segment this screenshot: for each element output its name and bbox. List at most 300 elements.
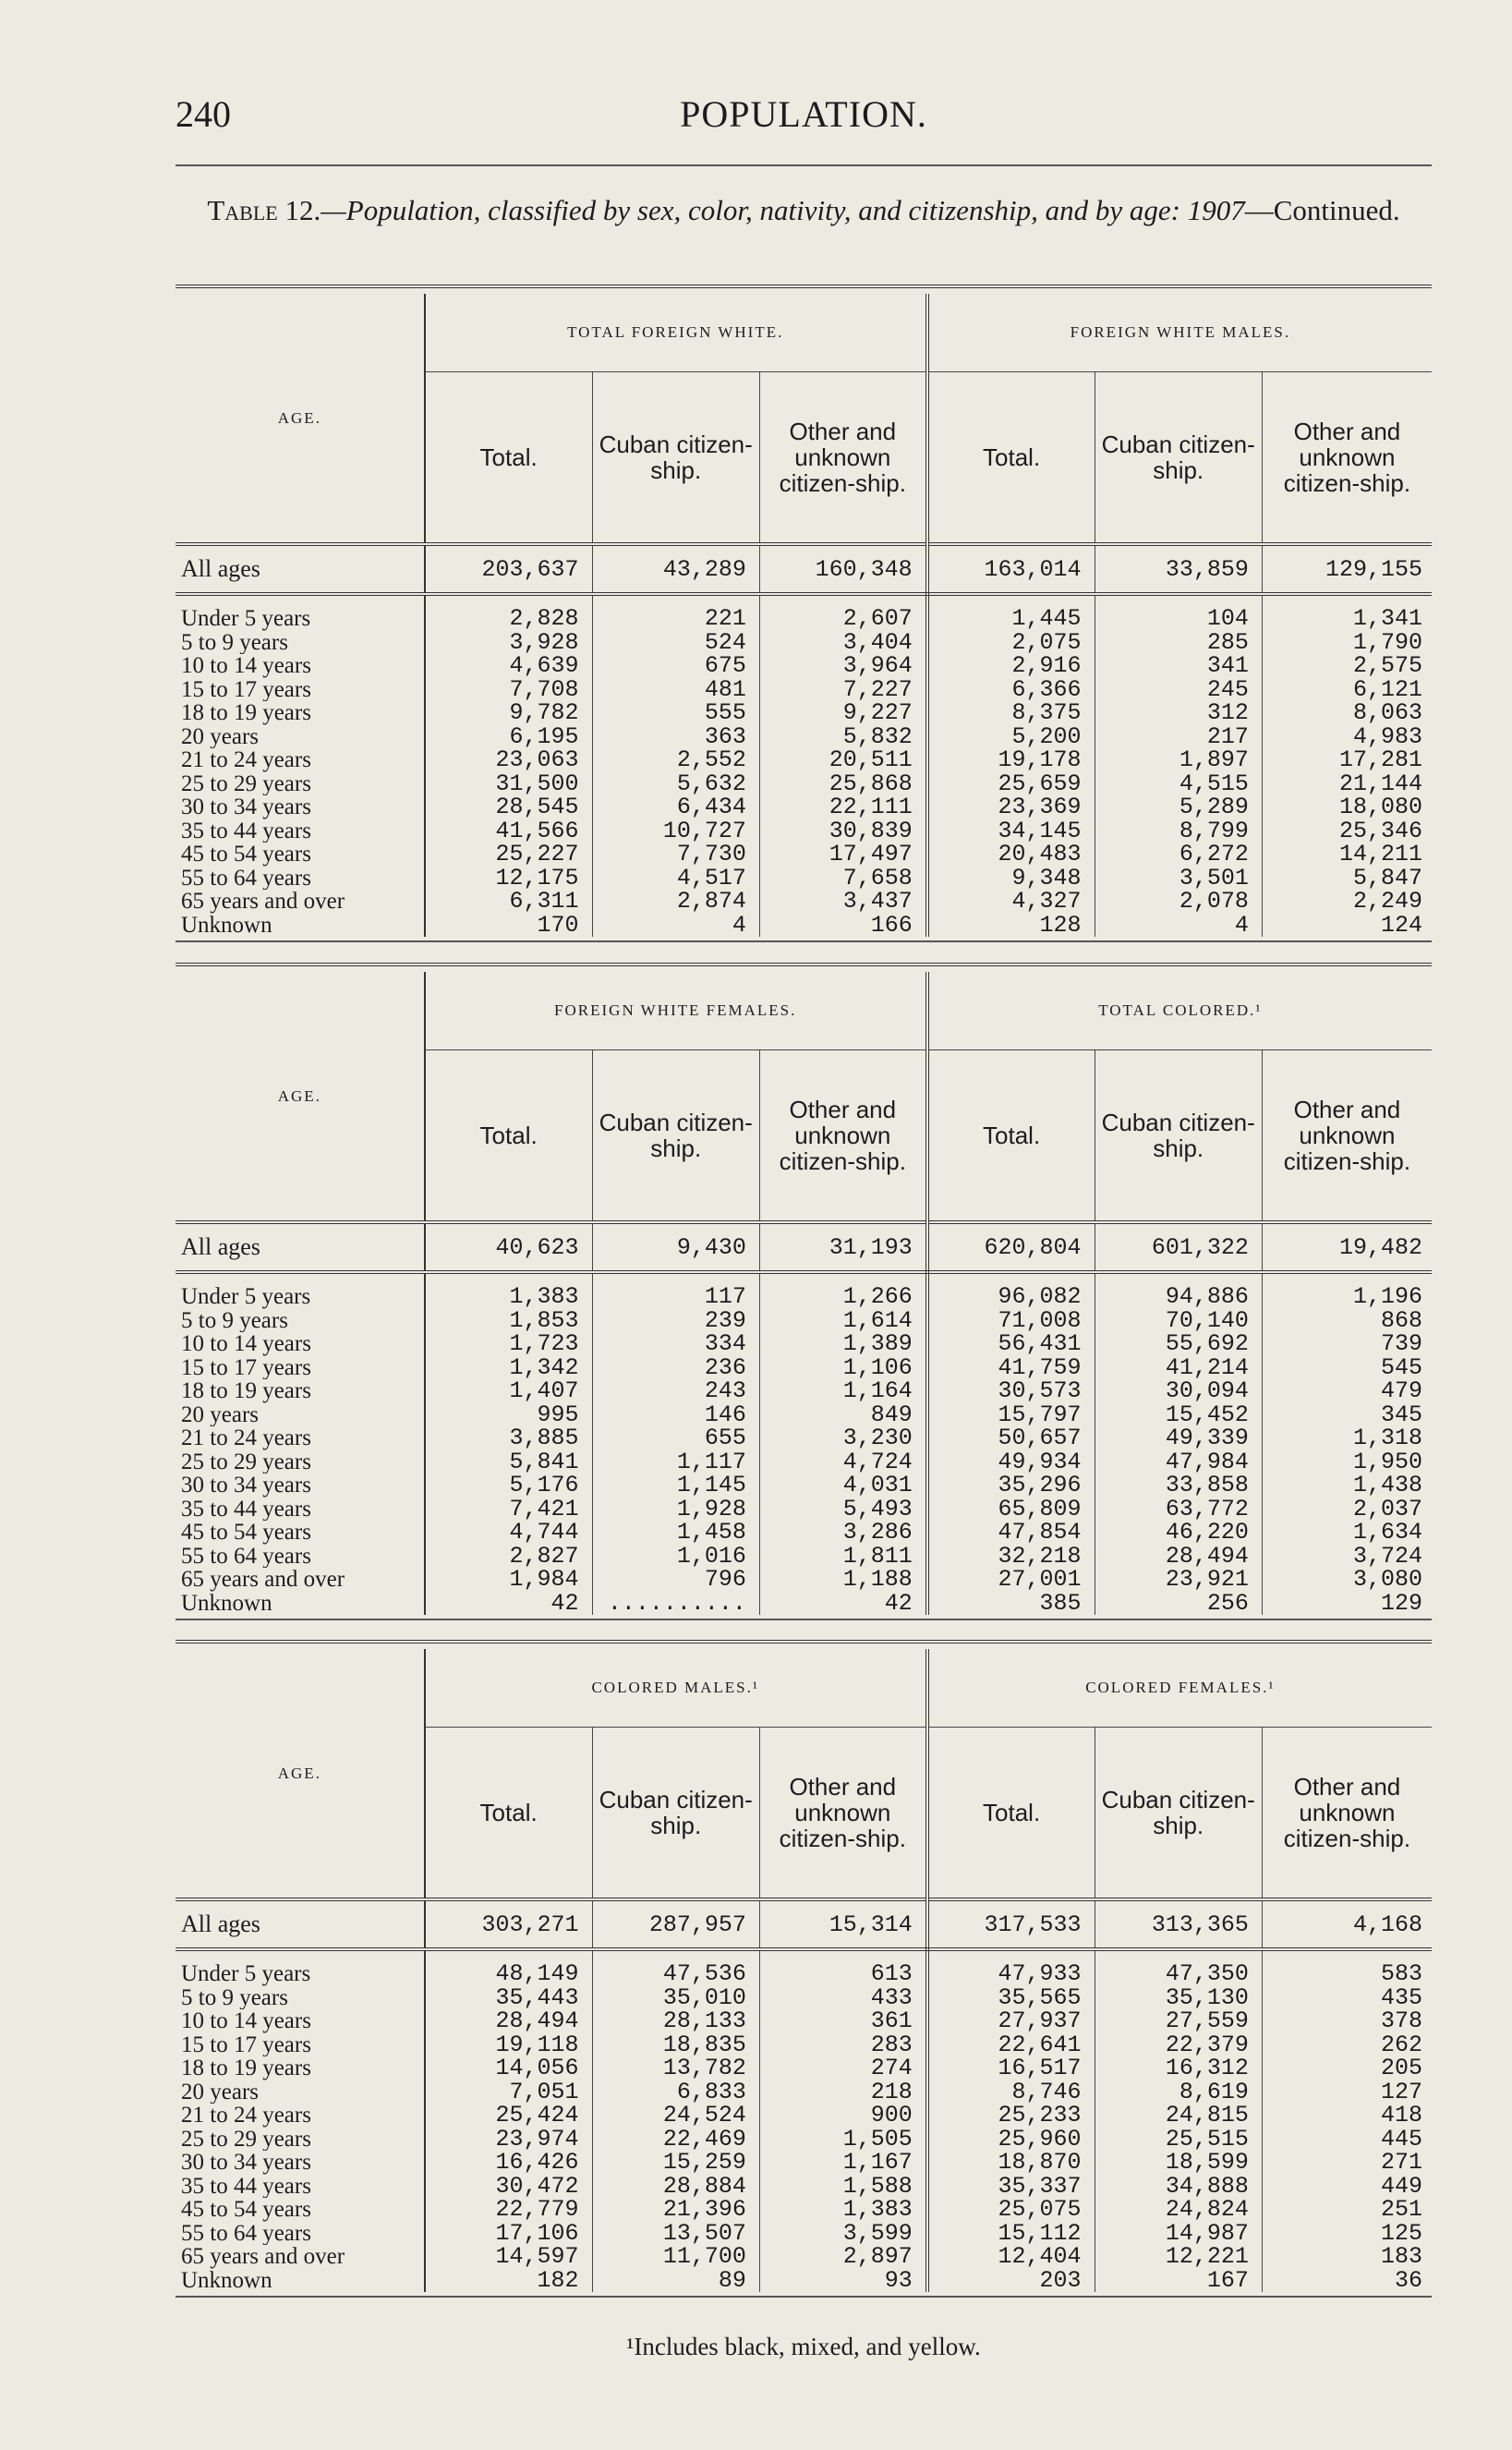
age-label: All ages <box>175 1899 425 1949</box>
table-row <box>175 1899 1432 1949</box>
table-cell: 28,545 <box>425 795 592 819</box>
table-cell: 2,249 <box>1352 888 1422 916</box>
age-label: 25 to 29 years <box>175 772 425 796</box>
table-cell: 418 <box>1380 2102 1422 2129</box>
table-cell: 256 <box>1095 1592 1262 1616</box>
running-title: POPULATION. <box>680 93 927 135</box>
age-label: 18 to 19 years <box>175 2056 425 2080</box>
table-row <box>175 607 1432 631</box>
table-cell: 3,928 <box>425 631 592 655</box>
age-label: 35 to 44 years <box>175 819 425 843</box>
table-cell: 30,839 <box>759 819 926 843</box>
table-cell: 14,211 <box>1338 841 1422 868</box>
group-header: TOTAL COLORED.¹ <box>927 972 1432 1050</box>
table-cell: 5,632 <box>592 772 759 796</box>
table-cell: 243 <box>592 1379 759 1403</box>
table-row <box>175 914 1432 938</box>
table-cell: 5,289 <box>1095 795 1262 819</box>
table-cell: 5,200 <box>927 725 1095 749</box>
group-header-row <box>175 294 1432 372</box>
table-cell: 271 <box>1380 2149 1422 2177</box>
table-cell: 24,824 <box>1095 2198 1262 2222</box>
table-cell: 21,396 <box>592 2198 759 2222</box>
table-cell: 303,271 <box>425 1899 592 1949</box>
table-cell: 3,599 <box>759 2222 926 2246</box>
table-cell: 25,659 <box>927 772 1095 796</box>
age-label: Unknown <box>175 1592 425 1616</box>
table-cell: 129 <box>1380 1589 1422 1617</box>
table-cell: 1,614 <box>759 1309 926 1333</box>
table-cell: 117 <box>592 1285 759 1309</box>
table-cell: 481 <box>592 678 759 702</box>
age-label: 45 to 54 years <box>175 1521 425 1545</box>
table-cell: 14,987 <box>1095 2222 1262 2246</box>
table-row <box>175 890 1432 914</box>
table-cell: 5,493 <box>759 1498 926 1522</box>
age-label: 15 to 17 years <box>175 2033 425 2057</box>
table-row <box>175 1309 1432 1333</box>
table-cell: 1,505 <box>759 2128 926 2152</box>
table-row <box>175 1426 1432 1450</box>
table-cell: 283 <box>759 2033 926 2057</box>
table-cell: 317,533 <box>927 1899 1095 1949</box>
table-row <box>175 1521 1432 1545</box>
table-cell: 16,426 <box>425 2151 592 2175</box>
table-cell: 47,984 <box>1095 1450 1262 1474</box>
age-label: 65 years and over <box>175 890 425 914</box>
table-cell: 124 <box>1380 911 1422 939</box>
table-cell: 1,266 <box>759 1285 926 1309</box>
table-cell: 900 <box>759 2104 926 2128</box>
table-cell: 15,797 <box>927 1403 1095 1427</box>
table-cell: 47,350 <box>1095 1962 1262 1986</box>
table-cell: 1,196 <box>1352 1283 1422 1311</box>
table-row <box>175 819 1432 843</box>
table-cell: 449 <box>1380 2172 1422 2200</box>
table-cell: 31,193 <box>759 1222 926 1272</box>
table-cell: 15,452 <box>1095 1403 1262 1427</box>
column-header-total: Total. <box>425 1728 592 1900</box>
table-cell: 22,111 <box>759 795 926 819</box>
table-row <box>175 725 1432 749</box>
header-rule <box>175 164 1432 166</box>
table-cell: 6,272 <box>1095 843 1262 867</box>
table-cell: 479 <box>1380 1377 1422 1405</box>
table-cell: 93 <box>759 2269 926 2293</box>
table-cell: 25,515 <box>1095 2128 1262 2152</box>
table-cell: 378 <box>1380 2007 1422 2035</box>
table-cell: 613 <box>759 1962 926 1986</box>
table-cell: 48,149 <box>425 1962 592 1986</box>
table-cell: 2,916 <box>927 654 1095 678</box>
table-cell: 71,008 <box>927 1309 1095 1333</box>
table-cell: 24,524 <box>592 2104 759 2128</box>
table-row <box>175 1356 1432 1380</box>
table-cell: 28,494 <box>425 2009 592 2033</box>
table-cell: 1,167 <box>759 2151 926 2175</box>
age-column-header: AGE. <box>175 972 425 1222</box>
table-cell: 4,327 <box>927 890 1095 914</box>
column-header-cuban: Cuban citizen-ship. <box>592 1050 759 1223</box>
table-cell: 312 <box>1095 701 1262 725</box>
table-cell: 94,886 <box>1095 1285 1262 1309</box>
table-row <box>175 867 1432 891</box>
table-cell: 620,804 <box>927 1222 1095 1272</box>
table-cell: 1,438 <box>1352 1472 1422 1499</box>
table-cell: 11,700 <box>592 2245 759 2269</box>
column-header-cuban: Cuban citizen-ship. <box>592 372 759 545</box>
age-label: 15 to 17 years <box>175 1356 425 1380</box>
table-cell: 334 <box>592 1332 759 1356</box>
table-cell: 25,424 <box>425 2104 592 2128</box>
table-cell: 19,118 <box>425 2033 592 2057</box>
table-cell: 18,835 <box>592 2033 759 2057</box>
table-cell: 1,853 <box>425 1309 592 1333</box>
table-cell: 7,227 <box>759 678 926 702</box>
table-cell: 19,482 <box>1262 1222 1432 1272</box>
table-cell: 23,369 <box>927 795 1095 819</box>
table-cell: 218 <box>759 2080 926 2104</box>
table-cell: 6,195 <box>425 725 592 749</box>
table-row <box>175 654 1432 678</box>
table-row <box>175 1568 1432 1592</box>
table-row <box>175 1986 1432 2010</box>
table-cell: 3,724 <box>1352 1542 1422 1570</box>
table-cell: 1,389 <box>759 1332 926 1356</box>
table-cell: 15,314 <box>759 1899 926 1949</box>
age-label: 20 years <box>175 725 425 749</box>
table-cell: 8,746 <box>927 2080 1095 2104</box>
caption-label: Table 12. <box>207 194 321 226</box>
table-cell: 7,051 <box>425 2080 592 2104</box>
table-cell: 129,155 <box>1262 544 1432 594</box>
table-cell: 46,220 <box>1095 1521 1262 1545</box>
table-cell: 7,708 <box>425 678 592 702</box>
table-cell: 15,112 <box>927 2222 1095 2246</box>
table-cell: 655 <box>592 1426 759 1450</box>
table-row <box>175 2128 1432 2152</box>
column-header-cuban: Cuban citizen-ship. <box>1095 1728 1262 1900</box>
table-row <box>175 2033 1432 2057</box>
table-cell: 12,404 <box>927 2245 1095 2269</box>
table-cell: 5,841 <box>425 1450 592 1474</box>
table-cell: 42 <box>425 1592 592 1616</box>
table-cell: 70,140 <box>1095 1309 1262 1333</box>
table-cell: 2,897 <box>759 2245 926 2269</box>
column-header-total: Total. <box>425 372 592 545</box>
table-cell: 3,080 <box>1352 1566 1422 1594</box>
table-cell: 14,056 <box>425 2056 592 2080</box>
table-cell: 2,607 <box>759 607 926 631</box>
table-row <box>175 2080 1432 2104</box>
table-cell: 16,517 <box>927 2056 1095 2080</box>
table-cell: 30,094 <box>1095 1379 1262 1403</box>
table-cell: 1,164 <box>759 1379 926 1403</box>
table-cell: 127 <box>1380 2078 1422 2105</box>
column-header-total: Total. <box>425 1050 592 1223</box>
table-cell: 23,921 <box>1095 1568 1262 1592</box>
table-cell: 9,430 <box>592 1222 759 1272</box>
table-cell: 1,811 <box>759 1545 926 1569</box>
table-cell: 15,259 <box>592 2151 759 2175</box>
table-cell: 545 <box>1380 1353 1422 1381</box>
table-cell: 445 <box>1380 2125 1422 2153</box>
table-cell: 49,934 <box>927 1450 1095 1474</box>
column-header-other: Other and unknown citizen-ship. <box>759 372 926 545</box>
table-cell: 28,884 <box>592 2175 759 2199</box>
table-cell: 10,727 <box>592 819 759 843</box>
table-cell: 47,933 <box>927 1962 1095 1986</box>
column-header-total: Total. <box>927 1050 1095 1223</box>
age-column-header: AGE. <box>175 1649 425 1899</box>
table-row <box>175 2222 1432 2246</box>
table-cell: 170 <box>425 914 592 938</box>
table-row <box>175 544 1432 594</box>
table-cell: 313,365 <box>1095 1899 1262 1949</box>
table-cell: 19,178 <box>927 748 1095 772</box>
table-row <box>175 1332 1432 1356</box>
age-label: 10 to 14 years <box>175 1332 425 1356</box>
table-cell: 1,407 <box>425 1379 592 1403</box>
table-cell: 23,063 <box>425 748 592 772</box>
table-cell: 4,983 <box>1352 722 1422 750</box>
table-row <box>175 2056 1432 2080</box>
table-cell: 239 <box>592 1309 759 1333</box>
table-cell: 35,565 <box>927 1986 1095 2010</box>
table-row <box>175 2245 1432 2269</box>
table-cell: 3,230 <box>759 1426 926 1450</box>
table-row <box>175 1450 1432 1474</box>
age-label: Unknown <box>175 2269 425 2293</box>
table-row <box>175 701 1432 725</box>
table-cell: 385 <box>927 1592 1095 1616</box>
table-cell: 9,348 <box>927 867 1095 891</box>
group-header: COLORED MALES.¹ <box>425 1649 927 1728</box>
table-cell: 128 <box>927 914 1095 938</box>
data-table <box>175 285 1432 937</box>
table-row <box>175 843 1432 867</box>
table-cell: 34,888 <box>1095 2175 1262 2199</box>
table-row <box>175 795 1432 819</box>
table-cell: 17,497 <box>759 843 926 867</box>
age-label: Under 5 years <box>175 1285 425 1309</box>
table-row <box>175 1474 1432 1498</box>
table-cell: 555 <box>592 701 759 725</box>
column-header-cuban: Cuban citizen-ship. <box>592 1728 759 1900</box>
table-cell: 160,348 <box>759 544 926 594</box>
table-cell: 5,832 <box>759 725 926 749</box>
table-row <box>175 2198 1432 2222</box>
table-cell: 13,507 <box>592 2222 759 2246</box>
table-cell: 25,868 <box>759 772 926 796</box>
table-cell: 163,014 <box>927 544 1095 594</box>
table-row <box>175 2175 1432 2199</box>
table-cell: 18,080 <box>1338 794 1422 821</box>
age-label: 55 to 64 years <box>175 867 425 891</box>
table-cell: 2,552 <box>592 748 759 772</box>
table-cell: 33,859 <box>1095 544 1262 594</box>
table-cell: 7,730 <box>592 843 759 867</box>
table-cell: 3,885 <box>425 1426 592 1450</box>
table-cell: 796 <box>592 1568 759 1592</box>
data-table <box>175 1640 1432 2292</box>
caption-title: —Population, classified by sex, color, nativity, and citizenship, and by age: 1907 <box>321 194 1245 226</box>
table-cell: 25,346 <box>1338 817 1422 844</box>
age-label: 21 to 24 years <box>175 2104 425 2128</box>
table-cell: 13,782 <box>592 2056 759 2080</box>
age-label: 15 to 17 years <box>175 678 425 702</box>
table-cell: 31,500 <box>425 772 592 796</box>
table-cell: 22,379 <box>1095 2033 1262 2057</box>
column-header-other: Other and unknown citizen-ship. <box>1283 1773 1411 1852</box>
table-cell: 1,458 <box>592 1521 759 1545</box>
table-cell: 361 <box>759 2009 926 2033</box>
age-label: 30 to 34 years <box>175 1474 425 1498</box>
age-label: 18 to 19 years <box>175 1379 425 1403</box>
table-cell: 20,511 <box>759 748 926 772</box>
table-row <box>175 1592 1432 1616</box>
group-header: COLORED FEMALES.¹ <box>927 1649 1432 1728</box>
table-cell: 7,421 <box>425 1498 592 1522</box>
table-cell: 583 <box>1380 1960 1422 1988</box>
table-cell: 4,168 <box>1262 1899 1432 1949</box>
table-cell: 3,437 <box>759 890 926 914</box>
age-label: 5 to 9 years <box>175 1986 425 2010</box>
table-cell: 287,957 <box>592 1899 759 1949</box>
table-row <box>175 1403 1432 1427</box>
table-cell: 55,692 <box>1095 1332 1262 1356</box>
age-label: 35 to 44 years <box>175 2175 425 2199</box>
table-row <box>175 631 1432 655</box>
table-cell: 35,443 <box>425 1986 592 2010</box>
table-bottom-rule <box>175 2296 1432 2298</box>
caption-suffix: —Continued. <box>1244 194 1400 226</box>
age-label: 55 to 64 years <box>175 1545 425 1569</box>
table-cell: 89 <box>592 2269 759 2293</box>
age-label: 30 to 34 years <box>175 2151 425 2175</box>
table-cell: 1,383 <box>425 1285 592 1309</box>
table-cell: 3,404 <box>759 631 926 655</box>
table-cell: 221 <box>592 607 759 631</box>
column-header-other: Other and unknown citizen-ship. <box>1283 418 1411 497</box>
table-cell: 4,515 <box>1095 772 1262 796</box>
table-cell: 167 <box>1095 2269 1262 2293</box>
table-cell: 35,130 <box>1095 1986 1262 2010</box>
page-header <box>175 92 1432 148</box>
table-cell: 18,599 <box>1095 2151 1262 2175</box>
group-header-row <box>175 972 1432 1050</box>
table-cell: 32,218 <box>927 1545 1095 1569</box>
table-cell: 205 <box>1380 2055 1422 2082</box>
table-cell: 3,964 <box>759 654 926 678</box>
table-cell: 1,318 <box>1352 1425 1422 1452</box>
table-cell: 245 <box>1095 678 1262 702</box>
table-cell: .......... <box>592 1592 759 1616</box>
table-block <box>175 285 1432 950</box>
age-label: All ages <box>175 1222 425 1272</box>
table-cell: 146 <box>592 1403 759 1427</box>
table-cell: 49,339 <box>1095 1426 1262 1450</box>
table-cell: 56,431 <box>927 1332 1095 1356</box>
table-cell: 6,434 <box>592 795 759 819</box>
table-cell: 3,286 <box>759 1521 926 1545</box>
table-row <box>175 1379 1432 1403</box>
table-cell: 65,809 <box>927 1498 1095 1522</box>
table-block <box>175 963 1432 1628</box>
table-block <box>175 1640 1432 2305</box>
table-cell: 47,854 <box>927 1521 1095 1545</box>
table-cell: 4 <box>1095 914 1262 938</box>
age-label: 55 to 64 years <box>175 2222 425 2246</box>
table-row <box>175 2104 1432 2128</box>
table-cell: 4,639 <box>425 654 592 678</box>
table-cell: 1,342 <box>425 1356 592 1380</box>
table-cell: 35,337 <box>927 2175 1095 2199</box>
table-cell: 12,175 <box>425 867 592 891</box>
table-row <box>175 2009 1432 2033</box>
table-cell: 63,772 <box>1095 1498 1262 1522</box>
table-cell: 849 <box>759 1403 926 1427</box>
age-label: 65 years and over <box>175 1568 425 1592</box>
table-cell: 1,897 <box>1095 748 1262 772</box>
table-cell: 5,847 <box>1352 864 1422 891</box>
table-cell: 4,031 <box>759 1474 926 1498</box>
table-cell: 1,588 <box>759 2175 926 2199</box>
table-cell: 2,075 <box>927 631 1095 655</box>
group-header: FOREIGN WHITE FEMALES. <box>425 972 927 1050</box>
group-header: TOTAL FOREIGN WHITE. <box>425 294 927 372</box>
table-cell: 6,311 <box>425 890 592 914</box>
table-cell: 2,828 <box>425 607 592 631</box>
table-cell: 601,322 <box>1095 1222 1262 1272</box>
table-cell: 341 <box>1095 654 1262 678</box>
table-caption <box>175 189 1432 232</box>
table-row <box>175 1222 1432 1272</box>
age-column-header: AGE. <box>175 294 425 544</box>
table-cell: 30,573 <box>927 1379 1095 1403</box>
table-cell: 25,233 <box>927 2104 1095 2128</box>
table-cell: 21,144 <box>1338 770 1422 797</box>
table-cell: 42 <box>759 1592 926 1616</box>
table-cell: 1,145 <box>592 1474 759 1498</box>
table-cell: 35,296 <box>927 1474 1095 1498</box>
table-cell: 217 <box>1095 725 1262 749</box>
table-cell: 363 <box>592 725 759 749</box>
table-cell: 47,536 <box>592 1962 759 1986</box>
table-cell: 14,597 <box>425 2245 592 2269</box>
table-cell: 27,001 <box>927 1568 1095 1592</box>
age-label: 20 years <box>175 2080 425 2104</box>
table-cell: 251 <box>1380 2196 1422 2224</box>
data-table <box>175 963 1432 1615</box>
table-cell: 1,634 <box>1352 1519 1422 1546</box>
table-cell: 8,063 <box>1352 699 1422 727</box>
table-cell: 9,227 <box>759 701 926 725</box>
table-cell: 104 <box>1095 607 1262 631</box>
table-cell: 2,078 <box>1095 890 1262 914</box>
table-cell: 17,281 <box>1338 746 1422 774</box>
table-cell: 22,779 <box>425 2198 592 2222</box>
table-cell: 5,176 <box>425 1474 592 1498</box>
table-cell: 1,790 <box>1352 628 1422 656</box>
column-header-total: Total. <box>927 1728 1095 1900</box>
table-cell: 274 <box>759 2056 926 2080</box>
age-label: 45 to 54 years <box>175 2198 425 2222</box>
age-label: 5 to 9 years <box>175 631 425 655</box>
table-row <box>175 1285 1432 1309</box>
age-label: 65 years and over <box>175 2245 425 2269</box>
column-header-other: Other and unknown citizen-ship. <box>759 1050 926 1223</box>
